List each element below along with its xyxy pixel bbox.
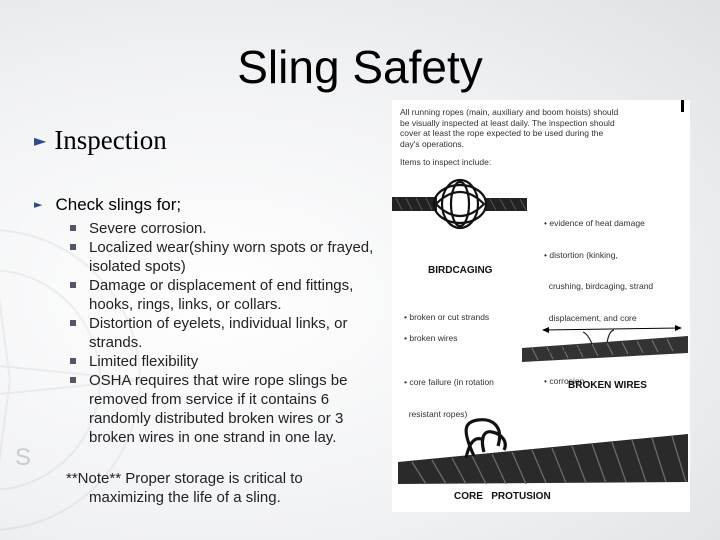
heading-inspection	[34, 124, 167, 157]
note-line-1: **Note** Proper storage is critical to	[66, 470, 303, 487]
figure-list-core-failure: • core failure (in rotation resistant ropes)	[404, 377, 494, 419]
check-slings-heading	[34, 195, 181, 215]
list-item: Severe corrosion.	[68, 219, 378, 238]
inspection-list	[68, 219, 378, 447]
figure-list-broken-strands: • broken or cut strands	[404, 312, 490, 322]
square-bullet-icon	[70, 358, 76, 364]
slide-title: Sling Safety	[237, 41, 483, 93]
list-item: OSHA requires that wire rope slings be removed from service if it contains 6 randomly distributed broken wires or 3 broken wires in one strand in one lay.	[68, 371, 378, 447]
square-bullet-icon	[70, 377, 76, 383]
square-bullet-icon	[70, 282, 76, 288]
note-line-2: maximizing the life of a sling.	[89, 489, 281, 506]
figure-items-heading: Items to inspect include:	[400, 157, 492, 167]
check-slings-label: Check slings for;	[55, 195, 182, 214]
birdcaging-rope-illustration	[392, 180, 527, 228]
list-item: Distortion of eyelets, individual links, or strands.	[68, 314, 378, 352]
label-core-protrusion: CORE PROTUSION	[454, 491, 551, 502]
label-broken-wires: BROKEN WIRES	[568, 380, 647, 391]
square-bullet-icon	[70, 225, 76, 231]
label-birdcaging: BIRDCAGING	[428, 265, 493, 276]
compass-s-letter: S	[15, 444, 32, 471]
figure-list-distortion: • evidence of heat damage • distortion (kinking, crushing, birdcaging, strand displacement, and core protrusion) • corrosion	[544, 218, 654, 386]
triangle-bullet-icon: ►	[34, 198, 43, 211]
list-item: Damage or displacement of end fittings, hooks, rings, links, or collars.	[68, 276, 378, 314]
inspection-label: Inspection	[54, 125, 167, 155]
figure-list-broken-wires: • broken wires	[404, 333, 458, 343]
list-item: Limited flexibility	[68, 352, 378, 371]
figure-intro-text: All running ropes (main, auxiliary and boom hoists) should be visually inspected at least daily. The inspection should cover at least the rope expected to be used during the day's operations.	[400, 107, 619, 149]
square-bullet-icon	[70, 320, 76, 326]
wire-rope-inspection-figure	[392, 100, 690, 512]
square-bullet-icon	[70, 244, 76, 250]
storage-note	[66, 469, 376, 507]
triangle-bullet-icon: ►	[34, 131, 47, 150]
list-item: Localized wear(shiny worn spots or frayed, isolated spots)	[68, 238, 378, 276]
